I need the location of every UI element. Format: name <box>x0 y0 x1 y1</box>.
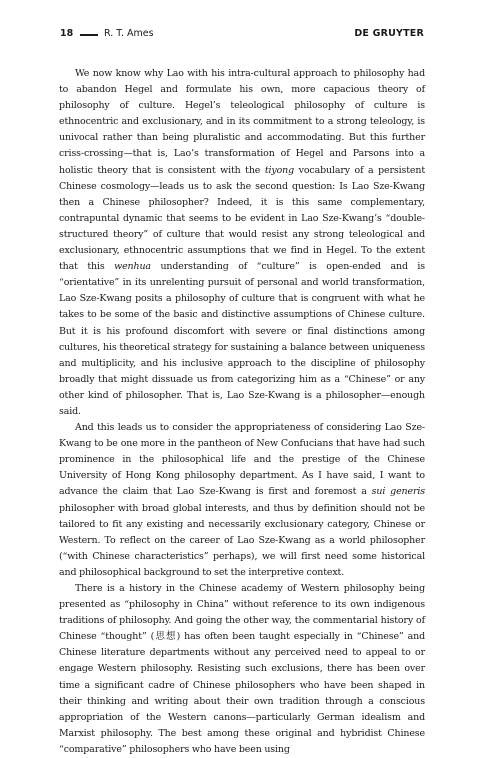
text-segment: There is a history in the Chinese academy of Western philosophy being presented as “philosophy in China” without reference to its own indigenous traditions of philosophy. And going the other way, the commentarial history of Chinese “thought” (思想) has often been taught especially in “Chinese” and Chinese literature departments without any perceived need to appeal to or engage Western philosophy. Resisting such exclusions, there has been over time a significant cadre of Chinese philosophers who have been shaped in their thinking and writing about their own tradition through a conscious appropriation of the Western canons—particularly German idealism and Marxist philosophy. The best among these original and hybridist Chinese “comparative” philosophers who have been using <box>59 583 425 755</box>
running-header <box>60 28 424 42</box>
paragraph <box>59 581 425 758</box>
header-rule <box>80 34 98 36</box>
body-text <box>59 66 425 758</box>
publisher-name: DE GRUYTER <box>354 28 424 39</box>
text-segment: vocabulary of a persistent Chinese cosmology—leads us to ask the second question: Is Lao Sze-Kwang then a Chinese philosopher? Indeed, it is this same complementary, contrapuntal dynamic that seems to be evident in Lao Sze-Kwang’s “double-structured theory” of culture that would resist any strong teleological and exclusionary, ethnocentric assumptions that we find in Hegel. To the extent that this <box>59 164 425 273</box>
italic-term: wenhua <box>114 261 151 273</box>
page-number: 18 <box>60 28 74 39</box>
italic-term: sui generis <box>371 486 425 498</box>
running-author: R. T. Ames <box>104 28 154 39</box>
text-segment: understanding of “culture” is open-ended and is “orientative” in its unrelenting pursuit of personal and world transformation, Lao Sze-Kwang posits a philosophy of culture that is congruent with what he takes to be some of the basic and distinctive assumptions of Chinese culture. But it is his profound discomfort with severe or final distinctions among cultures, his theoretical strategy for sustaining a balance between uniqueness and multiplicity, and his inclusive approach to the discipline of philosophy broadly that might dissuade us from categorizing him as a “Chinese” or any other kind of philosopher. That is, Lao Sze-Kwang is a philosopher—enough said. <box>59 261 426 417</box>
text-segment: We now know why Lao with his intra-cultural approach to philosophy had to abandon Hegel and formulate his own, more capacious theory of philosophy of culture. Hegel’s teleological philosophy of culture is ethnocentric and exclusionary, and in its commitment to a strong teleology, is univocal rather than being pluralistic and accommodating. But this further criss-crossing—that is, Lao’s transformation of Hegel and Parsons into a holistic theory that is consistent with the <box>59 68 425 176</box>
text-segment: And this leads us to consider the appropriateness of considering Lao Sze-Kwang to be one more in the pantheon of New Confucians that have had such prominence in the philosophical life and the prestige of the Chinese University of Hong Kong philosophy department. As I have said, I want to advance the claim that Lao Sze-Kwang is first and foremost a <box>59 422 425 498</box>
paragraph <box>59 66 425 420</box>
text-segment: philosopher with broad global interests, and thus by definition should not be tailored to fit any existing and necessarily exclusionary category, Chinese or Western. To reflect on the career of Lao Sze-Kwang as a world philosopher (“with Chinese characteristics” perhaps), we will first need some historical and philosophical background to set the interpretive context. <box>59 502 425 578</box>
paragraph <box>59 420 425 581</box>
italic-term: tiyong <box>264 164 295 176</box>
